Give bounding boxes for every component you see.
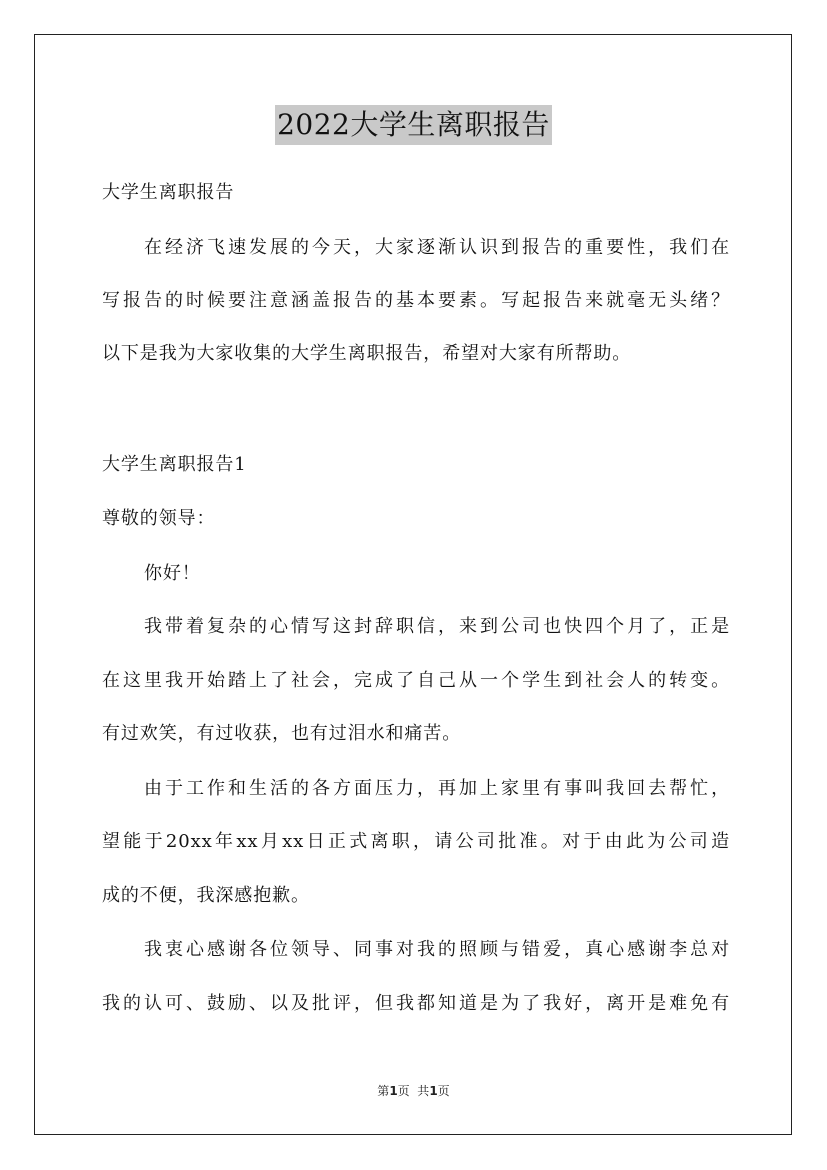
document-title (0, 103, 827, 145)
intro-line-1: 在经济飞速发展的今天，大家逐渐认识到报告的重要性，我们在 (144, 237, 730, 258)
para3-line-1: 我衷心感谢各位领导、同事对我的照顾与错爱，真心感谢李总对 (144, 939, 730, 960)
footer-page-suffix: 页 (437, 1084, 450, 1098)
footer-total-pages: 1 (429, 1084, 438, 1098)
section-title: 大学生离职报告1 (102, 454, 247, 475)
para2-line-3: 成的不便，我深感抱歉。 (102, 885, 310, 906)
page-footer (0, 1083, 827, 1099)
para1-line-1: 我带着复杂的心情写这封辞职信，来到公司也快四个月了，正是 (144, 616, 730, 637)
footer-page-prefix: 第 (377, 1084, 390, 1098)
intro-line-2: 写报告的时候要注意涵盖报告的基本要素。写起报告来就毫无头绪？ (102, 290, 730, 311)
salutation: 尊敬的领导： (102, 508, 216, 529)
greeting: 你好！ (144, 563, 201, 584)
para2-line-1: 由于工作和生活的各方面压力，再加上家里有事叫我回去帮忙， (144, 778, 730, 799)
para1-line-2: 在这里我开始踏上了社会，完成了自己从一个学生到社会人的转变。 (102, 670, 730, 691)
footer-page-mid: 页 共 (397, 1084, 430, 1098)
document-heading: 大学生离职报告 (102, 182, 235, 203)
intro-line-3: 以下是我为大家收集的大学生离职报告，希望对大家有所帮助。 (102, 343, 632, 364)
footer-page-number: 1 (389, 1084, 398, 1098)
para1-line-3: 有过欢笑，有过收获，也有过泪水和痛苦。 (102, 723, 462, 744)
para3-line-2: 我的认可、鼓励、以及批评，但我都知道是为了我好，离开是难免有 (102, 993, 730, 1014)
document-title-text: 2022大学生离职报告 (275, 105, 552, 145)
para2-line-2: 望能于20xx年xx月xx日正式离职，请公司批准。对于由此为公司造 (102, 831, 730, 852)
